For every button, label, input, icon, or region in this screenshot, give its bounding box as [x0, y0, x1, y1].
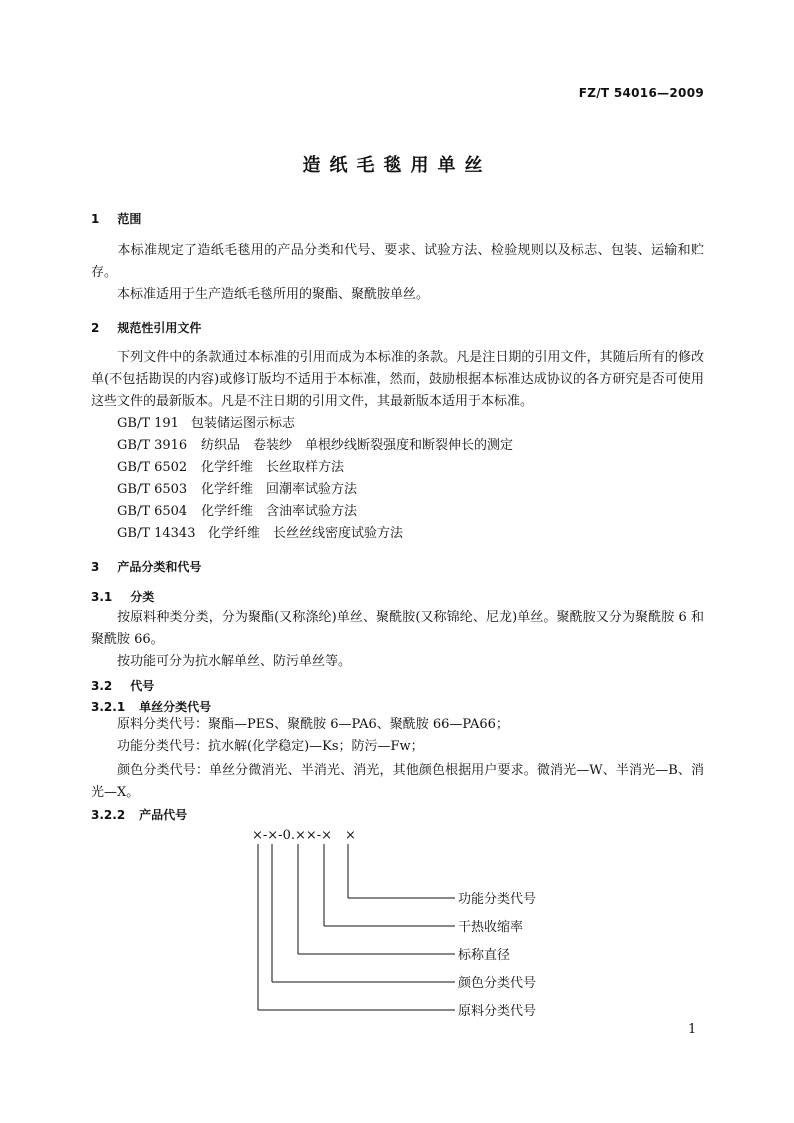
paragraph-text: 按功能可分为抗水解单丝、防污单丝等。: [117, 654, 352, 669]
paragraph-text: 本标准适用于生产造纸毛毯所用的聚酯、聚酰胺单丝。: [117, 287, 430, 302]
section-title: 单丝分类代号: [139, 700, 212, 714]
code-pattern: ×-×-0.××-× ×: [252, 828, 356, 843]
diagram-label: 干热收缩率: [458, 920, 524, 935]
section-title: 规范性引用文件: [117, 321, 202, 335]
document-title: 造纸毛毯用单丝: [302, 155, 492, 176]
reference-title: 化学纤维 长丝丝线密度试验方法: [208, 526, 404, 541]
section-title: 代号: [130, 679, 155, 693]
section-number: 3: [91, 560, 100, 574]
reference-title: 纺织品 卷装纱 单根纱线断裂强度和断裂伸长的测定: [201, 438, 514, 453]
section-title: 分类: [130, 590, 155, 604]
page-number: 1: [688, 1022, 697, 1037]
paragraph-text: 本标准规定了造纸毛毯用的产品分类和代号、要求、试验方法、检验规则以及标志、包装、运输和贮存。: [91, 243, 704, 280]
section-number: 3.1: [91, 590, 113, 604]
section-title: 产品分类和代号: [117, 560, 202, 574]
paragraph-text: 原料分类代号：聚酯—PES、聚酰胺 6—PA6、聚酰胺 66—PA66；: [117, 717, 509, 732]
paragraph-text: 按原料种类分类，分为聚酯(又称涤纶)单丝、聚酰胺(又称锦纶、尼龙)单丝。聚酰胺又分为聚酰胺 6 和聚酰胺 66。: [91, 610, 704, 647]
section-number: 3.2.2: [91, 808, 126, 822]
section-number: 3.2: [91, 679, 113, 693]
paragraph-text: 颜色分类代号：单丝分微消光、半消光、消光，其他颜色根据用户要求。微消光—W、半消光—B、消光—X。: [91, 763, 704, 800]
reference-code: GB/T 6504: [117, 504, 188, 519]
section-title: 范围: [117, 212, 142, 226]
reference-code: GB/T 3916: [117, 438, 188, 453]
standard-number: FZ/T 54016—2009: [578, 86, 704, 100]
paragraph-text: 功能分类代号：抗水解(化学稳定)—Ks；防污—Fw；: [117, 739, 424, 754]
diagram-label: 功能分类代号: [458, 892, 537, 907]
reference-code: GB/T 6502: [117, 460, 188, 475]
paragraph-text: 下列文件中的条款通过本标准的引用而成为本标准的条款。凡是注日期的引用文件，其随后所有的修改单(不包括勘误的内容)或修订版均不适用于本标准，然而，鼓励根据本标准达成协议的各方研究是否可使用这些文件的最新版本。凡是不注日期的引用文件，其最新版本适用于本标准。: [91, 350, 704, 409]
reference-code: GB/T 6503: [117, 482, 188, 497]
section-number: 3.2.1: [91, 700, 126, 714]
diagram-label: 原料分类代号: [458, 1004, 537, 1019]
reference-title: 化学纤维 长丝取样方法: [201, 460, 345, 475]
reference-code: GB/T 14343: [117, 526, 196, 541]
diagram-label: 标称直径: [458, 948, 511, 963]
reference-title: 化学纤维 含油率试验方法: [201, 504, 358, 519]
diagram-label: 颜色分类代号: [458, 976, 537, 991]
section-title: 产品代号: [139, 808, 188, 822]
reference-title: 化学纤维 回潮率试验方法: [201, 482, 358, 497]
reference-code: GB/T 191: [117, 416, 179, 431]
section-number: 1: [91, 212, 100, 226]
reference-title: 包装储运图示标志: [191, 416, 296, 431]
section-number: 2: [91, 321, 100, 335]
